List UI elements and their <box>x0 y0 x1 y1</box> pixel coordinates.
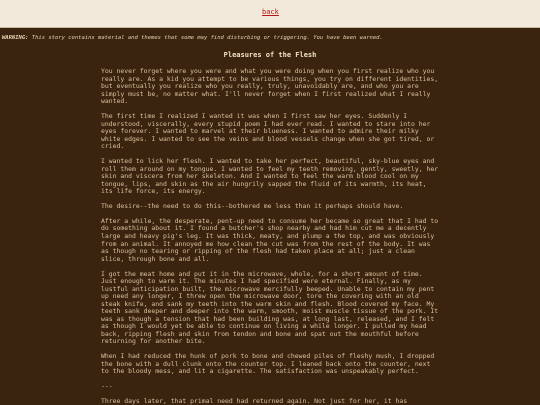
story-paragraph: The first time I realized I wanted it was when I first saw her eyes. Suddenly I understood, viscerally, every stupid poem I had ever read. I wanted to stare into her eyes forever. I wanted to marvel at their blueness. I wanted to admire their milky white edges. I wanted to see the veins and blood vessels change when she got tired, or cried. <box>101 112 435 151</box>
section-divider: --- <box>101 382 113 391</box>
story-paragraph: The desire--the need to do this--bothered me less than it perhaps should have. <box>101 202 404 211</box>
story-paragraph: After a while, the desperate, pent-up need to consume her became so great that I had to do something about it. I found a butcher's shop nearby and had him cut me a decently large and heavy pig's leg. It was thick, meaty, and plump a the top, and was obviously from an animal. It annoyed me how clean the cut was from the rest of the body. It was as though no tearing or ripping of the flesh had taken place at all; just a clean slice, through bone and all. <box>101 216 439 263</box>
warning-label: WARNING: <box>2 35 29 41</box>
back-link[interactable]: back <box>262 8 279 16</box>
story-paragraph: Three days later, that primal need had returned again. Not just for her, it has <box>101 397 408 405</box>
top-nav-bar <box>0 0 540 28</box>
story-paragraph: I wanted to lick her flesh. I wanted to take her perfect, beautiful, sky-blue eyes and roll them around on my tongue. I wanted to feel my teeth removing, gently, sweetly, her skin and viscera from her skeleton. And I wanted to feel the warm blood cool on my tongue, lips, and skin as the air hungrily sapped the fluid of its warmth, its heat, its life force, its energy. <box>101 157 439 196</box>
warning-text: This story contains material and themes that some may find disturbing or triggering. You have been warned. <box>28 35 383 41</box>
story-paragraph: When I had reduced the hunk of pork to bone and chewed piles of fleshy mush, I dropped the bone with a dull clunk onto the counter top. I leaned back onto the counter, next to the bloody mess, and lit a cigarette. The satisfaction was unspeakably perfect. <box>101 352 435 376</box>
story-paragraph: You never forget where you were and what you were doing when you first realize who you really are. As a kid you attempt to be various things, you try on different identities, but eventually you realize who you really, truly, unavoidably are, and who you are simply must be, no matter what. I'll never forget when I first realized what I really wanted. <box>101 67 439 106</box>
story-body <box>101 68 439 405</box>
story-paragraph: I got the meat home and put it in the microwave, whole, for a short amount of time. Just enough to warm it. The minutes I had specified were eternal. Finally, as my lustful anticipation built, the microwave mercifully beeped. Unable to contain my pent up need any longer, I threw open the microwave door, tore the covering with an old steak knife, and sank my teeth into the warm skin and flesh. Blood covered my face. My teeth sank deeper and deeper into the warm, smooth, moist muscle tissue of the pork. It was as though a tension that had been building was, at long last, released, and I felt as though I would yet be able to continue on living a while longer. I pulled my head back, ripping flesh and skin from tendon and bone and spat out the mouthful before returning for another bite. <box>101 269 439 346</box>
content-warning <box>2 35 538 42</box>
story-title: Pleasures of the Flesh <box>223 51 317 59</box>
